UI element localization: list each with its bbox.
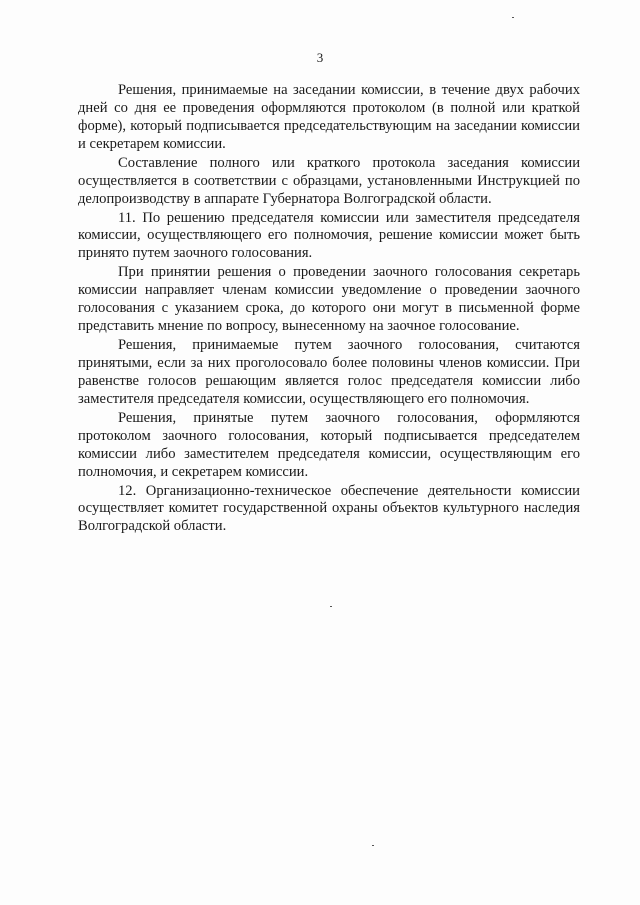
scan-speck [330, 606, 332, 607]
scan-speck [512, 17, 514, 18]
paragraph-protocol-samples: Составление полного или краткого протокола заседания комиссии осуществляется в соответствии с образцами, установленными Инструкцией по делопроизводству в аппарате Губернатора Волгоградской области. [78, 154, 580, 207]
paragraph-vote-protocol: Решения, принятые путем заочного голосования, оформляются протоколом заочного голосования, который подписывается председателем комиссии либо заместителем председателя комиссии, осуществляющим его полномочия, и секретарем комиссии. [78, 409, 580, 480]
paragraph-protocol-decisions: Решения, принимаемые на заседании комиссии, в течение двух рабочих дней со дня ее проведения оформляются протоколом (в полной или краткой форме), который подписывается председательствующим на заседании комиссии и секретарем комиссии. [78, 82, 580, 152]
scan-speck [372, 845, 374, 846]
paragraph-item-11: 11. По решению председателя комиссии или заместителя председателя комиссии, осуществляющего его полномочия, решение комиссии может быть принято путем заочного голосования. [78, 209, 580, 262]
paragraph-notification: При принятии решения о проведении заочного голосования секретарь комиссии направляет членам комиссии уведомление о проведении заочного голосования с указанием срока, до которого они могут в письменной форме представить мнение по вопросу, вынесенному на заочное голосование. [78, 264, 580, 335]
document-body [78, 82, 580, 537]
paragraph-vote-counting: Решения, принимаемые путем заочного голосования, считаются принятыми, если за них проголосовало более половины членов комиссии. При равенстве голосов решающим является голос председателя комиссии либо заместителя председателя комиссии, осуществляющего его полномочия. [78, 337, 580, 407]
page-number: 3 [316, 50, 324, 65]
paragraph-item-12: 12. Организационно-техническое обеспечение деятельности комиссии осуществляет комитет государственной охраны объектов культурного наследия Волгоградской области. [78, 482, 580, 535]
